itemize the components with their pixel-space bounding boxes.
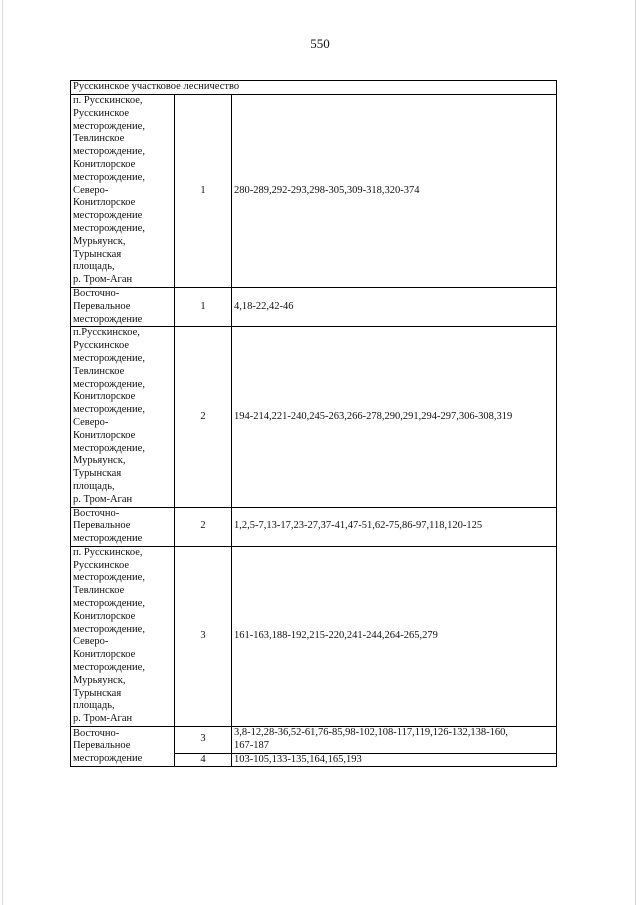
number-cell: 1 bbox=[175, 95, 232, 288]
table-row bbox=[71, 327, 557, 507]
place-cell: Восточно- Перевальное месторождение bbox=[71, 727, 175, 767]
number-cell: 2 bbox=[175, 327, 232, 507]
number-cell: 1 bbox=[175, 287, 232, 326]
number-cell: 3 bbox=[175, 727, 232, 754]
place-cell: п. Русскинское, Русскинское месторождение, Тевлинское месторождение, Конитлорское месторождение, Северо- Конитлорское месторождение, Мурьяунск, Турынская площадь, р. Тром-Аган bbox=[71, 546, 175, 726]
table-row bbox=[71, 95, 557, 288]
quarters-cell: 4,18-22,42-46 bbox=[232, 287, 557, 326]
table-row bbox=[71, 287, 557, 326]
quarters-cell: 161-163,188-192,215-220,241-244,264-265,279 bbox=[232, 546, 557, 726]
scan-edge-left bbox=[2, 0, 3, 905]
page-number: 550 bbox=[310, 36, 330, 51]
section-title: Русскинское участковое лесничество bbox=[71, 81, 557, 95]
number-cell: 2 bbox=[175, 507, 232, 546]
number-cell: 4 bbox=[175, 753, 232, 767]
scan-edge-right bbox=[635, 0, 636, 905]
quarters-cell: 103-105,133-135,164,165,193 bbox=[232, 753, 557, 767]
table-row bbox=[71, 507, 557, 546]
quarters-cell: 1,2,5-7,13-17,23-27,37-41,47-51,62-75,86-97,118,120-125 bbox=[232, 507, 557, 546]
number-cell: 3 bbox=[175, 546, 232, 726]
place-cell: п. Русскинское, Русскинское месторождение, Тевлинское месторождение, Конитлорское месторождение, Северо- Конитлорское месторождение месторождение, Мурьяунск, Турынская площадь, р. Тром-Аган bbox=[71, 95, 175, 288]
place-cell: Восточно- Перевальное месторождение bbox=[71, 287, 175, 326]
table-row bbox=[71, 727, 557, 754]
quarters-cell: 3,8-12,28-36,52-61,76-85,98-102,108-117,119,126-132,138-160, 167-187 bbox=[232, 727, 557, 754]
table-row bbox=[71, 546, 557, 726]
quarters-cell: 280-289,292-293,298-305,309-318,320-374 bbox=[232, 95, 557, 288]
place-cell: Восточно- Перевальное месторождение bbox=[71, 507, 175, 546]
forestry-table bbox=[70, 80, 557, 767]
section-header-row bbox=[71, 81, 557, 95]
quarters-cell: 194-214,221-240,245-263,266-278,290,291,294-297,306-308,319 bbox=[232, 327, 557, 507]
place-cell: п.Русскинское, Русскинское месторождение, Тевлинское месторождение, Конитлорское месторождение, Северо- Конитлорское месторождение, Мурьяунск, Турынская площадь, р. Тром-Аган bbox=[71, 327, 175, 507]
